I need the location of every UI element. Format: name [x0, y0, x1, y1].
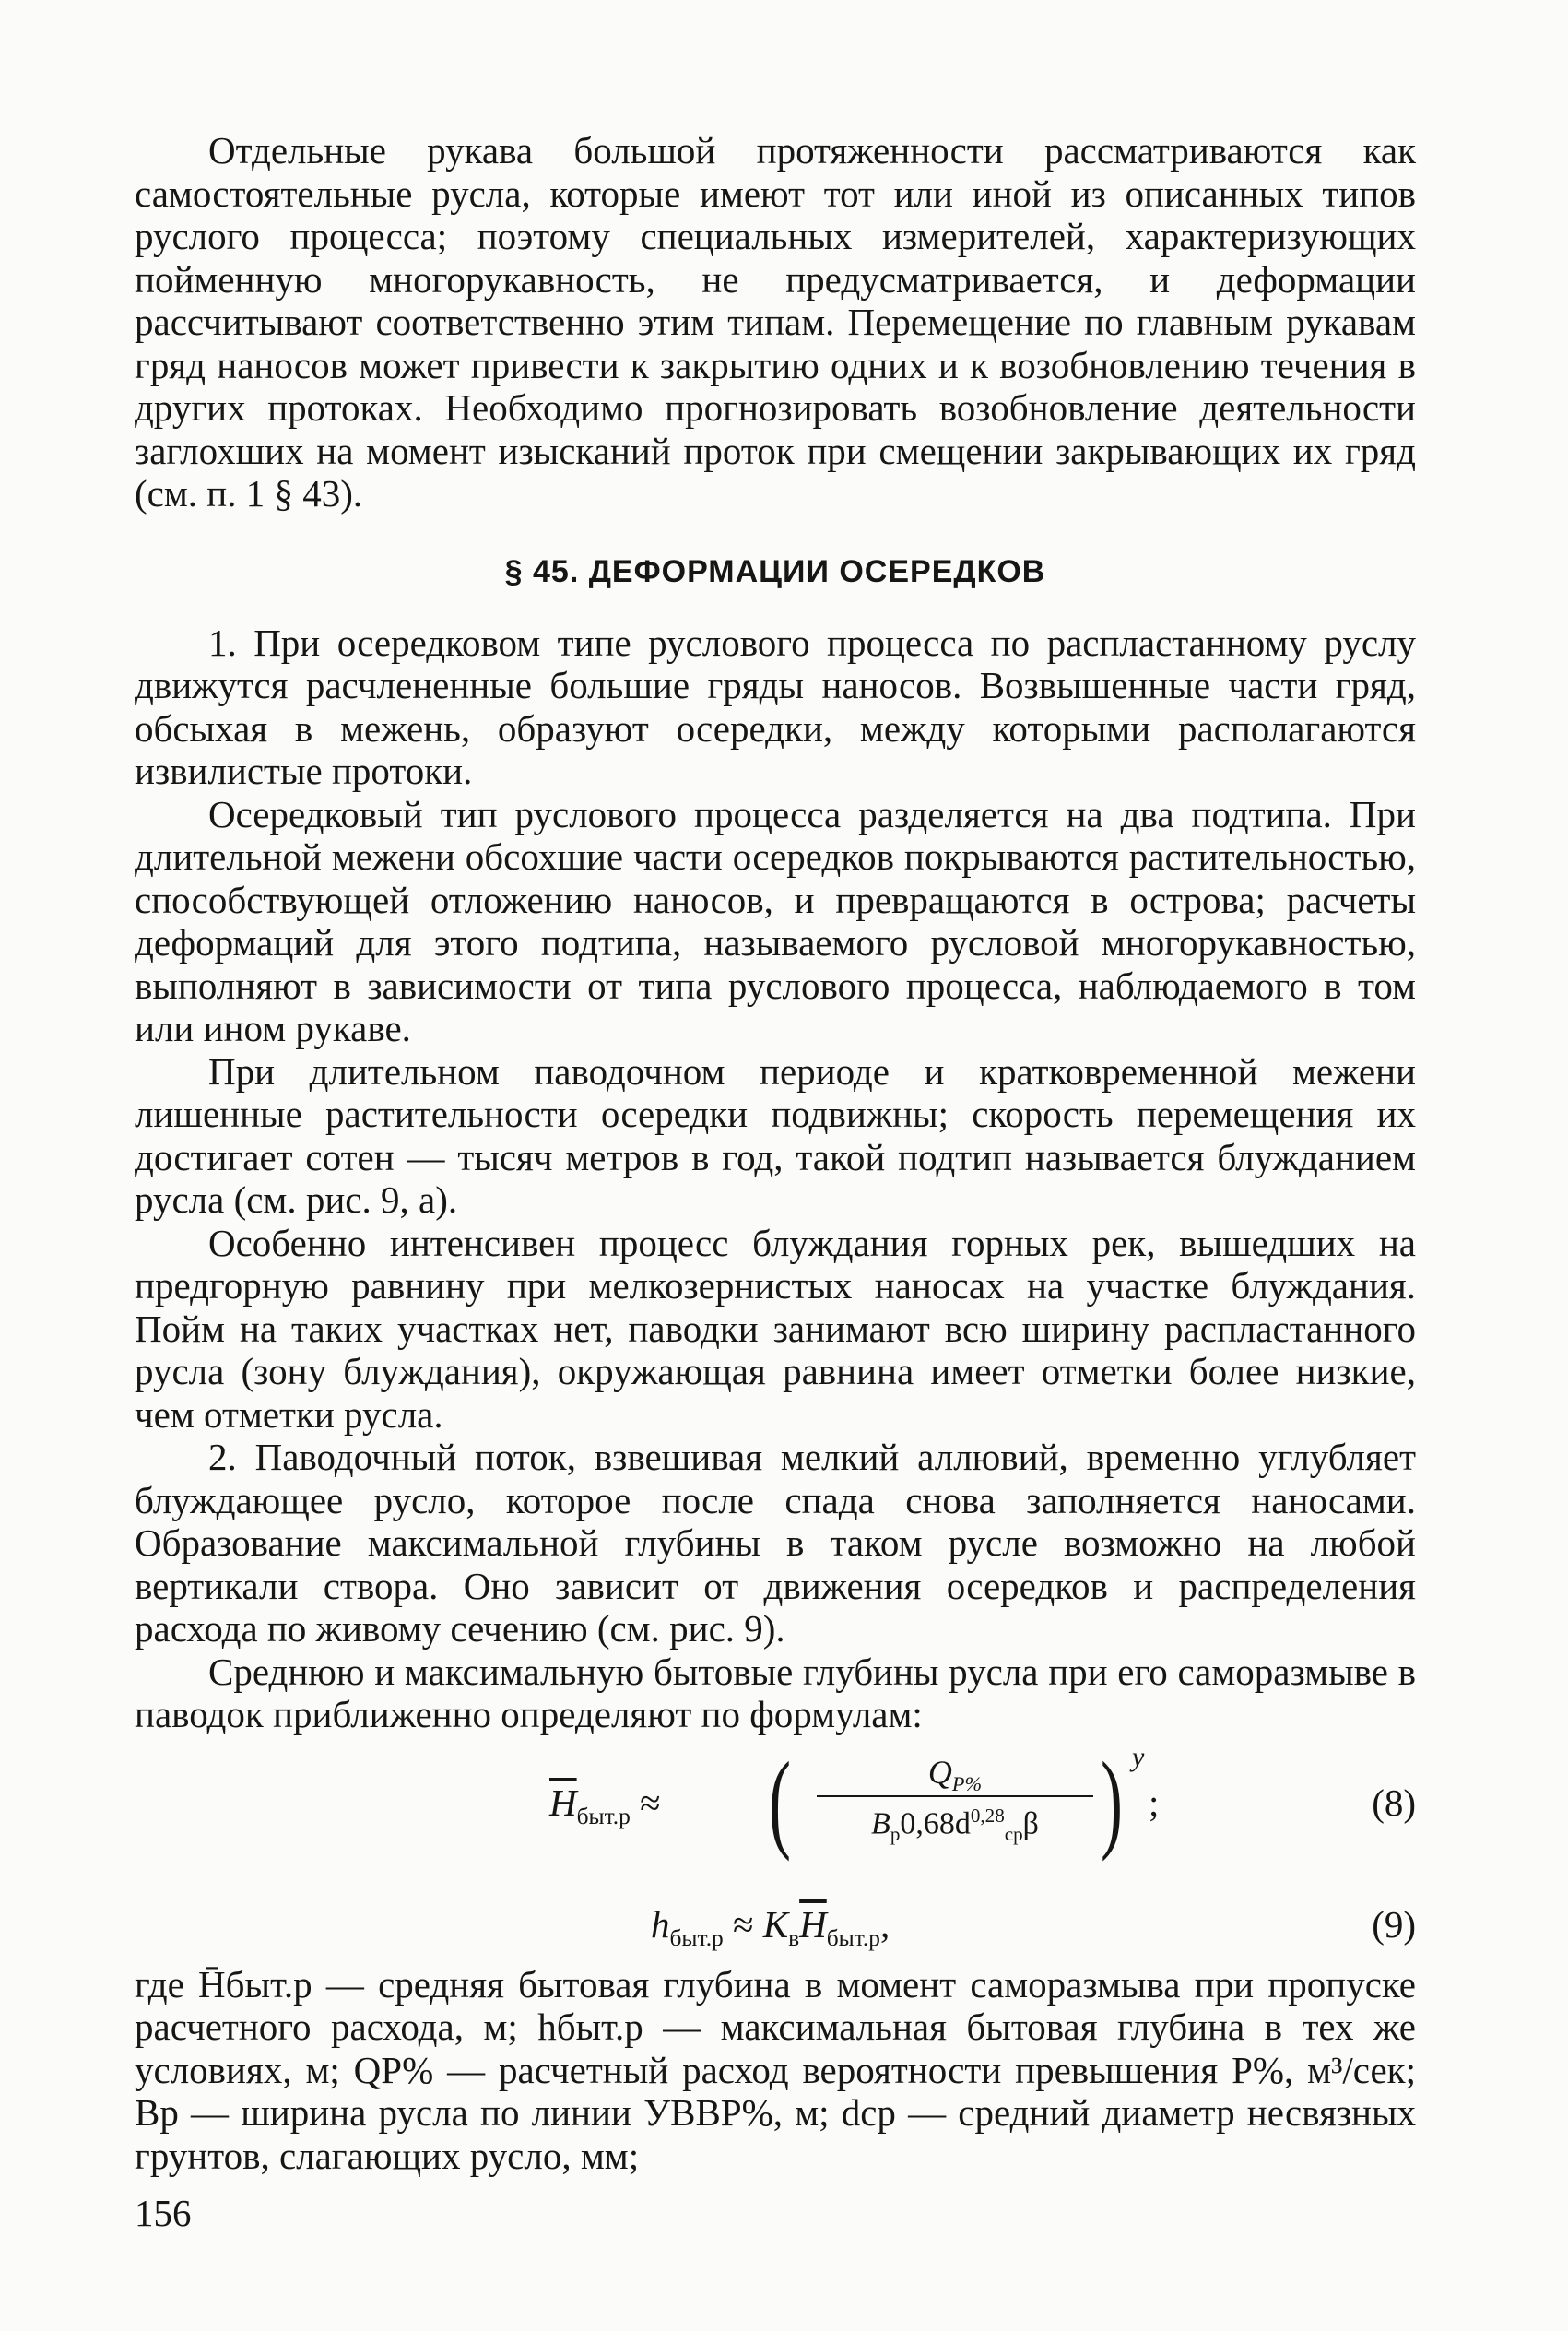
page-number: 156	[135, 2192, 192, 2234]
formula-8-power: y	[1132, 1741, 1145, 1772]
paragraph-7: Среднюю и максимальную бытовые глубины русла при его саморазмыве в паводок приближенно определяют по формулам:	[135, 1650, 1416, 1735]
formula-8-lhs: $\overline{H}_{быт.р}$ ≈	[549, 1781, 661, 1829]
formula-9-number: (9)	[1372, 1902, 1416, 1946]
paragraph-8: где H̄быт.р — средняя бытовая глубина в момент саморазмыва при пропуске расчетного расхода, м; hбыт.р — максимальная бытовая глубина в тех же условиях, м; QP% — расчетный расход вероятности превышения P%, м³/сек; Bр — ширина русла по линии УВВP%, м; dср — средний диаметр несвязных грунтов, слагающих русло, мм;	[135, 1962, 1416, 2177]
formula-8-number: (8)	[1372, 1781, 1416, 1824]
formula-8	[135, 1736, 1416, 1875]
left-paren: (	[768, 1738, 791, 1862]
formula-8-denominator: $B_р0,68d^{0,28}_{ср}\beta$	[871, 1804, 1039, 1845]
fraction-bar	[817, 1795, 1093, 1797]
right-paren: )	[1100, 1738, 1123, 1862]
paragraph-3: Осередковый тип руслового процесса разделяется на два подтипа. При длительной межени обсохшие части осередков покрываются растительностью, способствующей отложению наносов, и превращаются в острова; расчеты деформаций для этого подтипа, называемого русловой многорукавностью, выполняют в зависимости от типа руслового процесса, наблюдаемого в том или ином рукаве.	[135, 792, 1416, 1049]
content	[135, 129, 1416, 2177]
paragraph-1: Отдельные рукава большой протяженности рассматриваются как самостоятельные русла, которые имеют тот или иной из описанных типов руслого процесса; поэтому специальных измерителей, характеризующих пойменную многорукавность, не предусматривается, и деформации рассчитывают соответственно этим типам. Перемещение по главным рукавам гряд наносов может привести к закрытию одних и к возобновлению течения в других протоках. Необходимо прогнозировать возобновление деятельности заглохших на момент изысканий проток при смещении закрывающих их гряд (см. п. 1 § 43).	[135, 129, 1416, 515]
paragraph-5: Особенно интенсивен процесс блуждания горных рек, вышедших на предгорную равнину при мелкозернистых наносах на участке блуждания. Пойм на таких участках нет, паводки занимают всю ширину распластанного русла (зону блуждания), окружающая равнина имеет отметки более низкие, чем отметки русла.	[135, 1221, 1416, 1436]
formula-9-body: $h_{быт.р} \approx K_в\overline{H}_{быт.р}$,	[651, 1902, 890, 1951]
section-heading: § 45. ДЕФОРМАЦИИ ОСЕРЕДКОВ	[504, 553, 1046, 589]
paragraph-2: 1. При осередковом типе руслового процесса по распластанному руслу движутся расчлененные большие гряды наносов. Возвышенные части гряд, обсыхая в межень, образуют осередки, между которыми располагаются извилистые протоки.	[135, 621, 1416, 792]
formula-8-semicolon: ;	[1149, 1781, 1160, 1824]
paragraph-4: При длительном паводочном периоде и кратковременной межени лишенные растительности осередки подвижны; скорость перемещения их достигает сотен — тысяч метров в год, такой подтип называется блужданием русла (см. рис. 9, а).	[135, 1049, 1416, 1221]
formula-9	[135, 1875, 1416, 1963]
formula-8-numerator: $Q_{P\%}$	[927, 1753, 983, 1795]
paragraph-6: 2. Паводочный поток, взвешивая мелкий аллювий, временно углубляет блуждающее русло, которое после спада снова заполняется наносами. Образование максимальной глубины в таком русле возможно на любой вертикали створа. Оно зависит от движения осередков и распределения расхода по живому сечению (см. рис. 9).	[135, 1436, 1416, 1650]
